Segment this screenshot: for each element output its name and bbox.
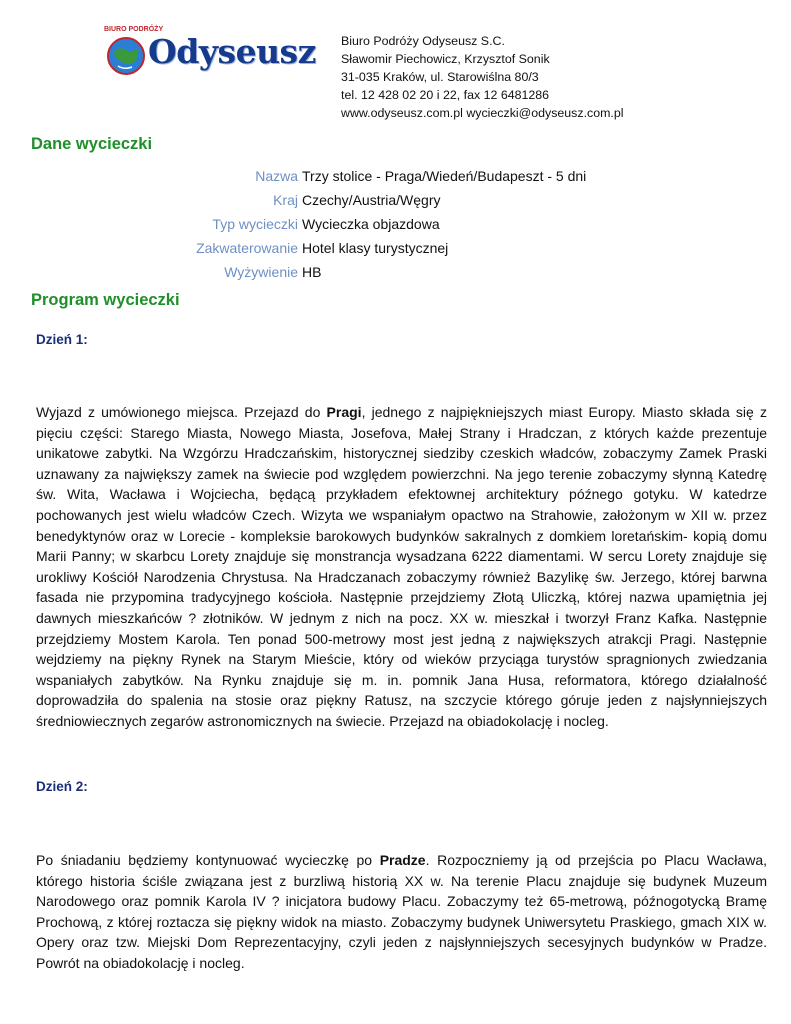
day-1-text-start: Wyjazd z umówionego miejsca. Przejazd do [36,404,327,420]
company-address: 31-035 Kraków, ul. Starowiślna 80/3 [341,70,539,84]
detail-label: Zakwaterowanie [196,240,298,256]
logo-brand: Odyseusz [148,32,316,71]
detail-row-country [0,188,700,212]
detail-value: HB [302,264,322,280]
company-phone: tel. 12 428 02 20 i 22, fax 12 6481286 [341,88,550,102]
detail-row-accommodation [0,236,700,260]
details-heading: Dane wycieczki [31,135,153,153]
company-name: Biuro Podróży Odyseusz S.C. [341,34,505,48]
day-1-description [36,402,767,732]
company-logo [104,26,316,80]
day-2-description [36,850,767,974]
day-2-text-start: Po śniadaniu będziemy kontynuować wycieczkę po [36,852,380,868]
day-1-text-rest: , jednego z najpiękniejszych miast Europy. Miasto składa się z pięciu części: Starego Miasta, Nowego Miasta, Josefova, Małej Strany i Hradczan, z których każde prezentuje unikatowe zabytki. Na Wzgórzu Hradczańskim, historycznej siedziby czeskich władców, zobaczymy Zamek Praski uznawany za największy zamek na świecie pod względem powierzchni. Na jego terenie zobaczymy słynną Katedrę św. Wita, Wacława i Wojciecha, będącą przykładem efektownej architektury późnego gotyku. W katedrze pochowanych jest wielu władców Czech. Wizyta we wspaniałym opactwo na Strahowie, założonym w XII w. przez benedyktynów oraz w Lorecie - kompleksie barokowych budynków sakralnych z domkiem loretańskim- kopią domu Marii Panny; w skarbcu Lorety znajduje się monstrancja wysadzana 6222 diamentami. W sercu Lorety znajduje się urokliwy Kościół Narodzenia Chrystusa. Na Hradczanach zobaczymy również Bazylikę św. Jerzego, której barwna fasada nie przypomina tradycyjnego kościoła. Następnie przejdziemy Złotą Uliczką, której nazwa upamiętnia jej dawnych mieszkańców ? złotników. W jednym z nich na pocz. XX w. mieszkał i tworzył Franz Kafka. Następnie przejdziemy Mostem Karola. Ten ponad 500-metrowy most jest jedną z największych atrakcji Pragi. Następnie wejdziemy na piękny Rynek na Starym Mieście, który od wieków przyciąga turystów spragnionych zwiedzania wspaniałych zabytków. Na Rynku znajduje się m. in. pomnik Jana Husa, reformatora, którego działalność doprowadziła do spalenia na stosie oraz piękny Ratusz, na szczycie którego góruje jeden z najsłynniejszych średniowiecznych zegarów astronomicznych na świecie. Przejazd na obiadokolację i nocleg. [36,404,767,729]
trip-details [0,164,700,284]
detail-label: Typ wycieczki [212,216,298,232]
globe-icon [106,36,146,76]
detail-value: Czechy/Austria/Węgry [302,192,441,208]
detail-label: Wyżywienie [224,264,298,280]
detail-value: Wycieczka objazdowa [302,216,440,232]
company-info [341,32,624,122]
program-heading: Program wycieczki [31,291,180,309]
detail-row-board [0,260,700,284]
logo-small-text: BIURO PODRÓŻY [104,26,164,33]
detail-row-name [0,164,700,188]
day-2-title: Dzień 2: [36,779,88,794]
day-1-title: Dzień 1: [36,332,88,347]
day-2-text-rest: . Rozpoczniemy ją od przejścia po Placu Wacława, którego historia ściśle związana jest z burzliwą historią XX w. Na terenie Placu znajduje się budynek Muzeum Narodowego oraz pomnik Karola IV ? inicjatora budowy Placu. Zobaczymy też 65-metrową, późnogotycką Bramę Prochową, z której roztacza się piękny widok na miasto. Zobaczymy budynek Uniwersytetu Praskiego, gmach XIX w. Opery oraz tzw. Miejski Dom Reprezentacyjny, czyli jeden z najsłynniejszych secesyjnych budynków w Pradze. Powrót na obiadokolację i nocleg. [36,852,767,971]
detail-label: Kraj [273,192,298,208]
day-1-city: Pragi [326,404,362,420]
detail-value: Trzy stolice - Praga/Wiedeń/Budapeszt - 5 dni [302,168,587,184]
day-2-city: Pradze [379,852,426,868]
detail-row-type [0,212,700,236]
detail-label: Nazwa [255,168,298,184]
company-web-email: www.odyseusz.com.pl wycieczki@odyseusz.com.pl [341,106,624,120]
company-owners: Sławomir Piechowicz, Krzysztof Sonik [341,52,550,66]
detail-value: Hotel klasy turystycznej [302,240,449,256]
